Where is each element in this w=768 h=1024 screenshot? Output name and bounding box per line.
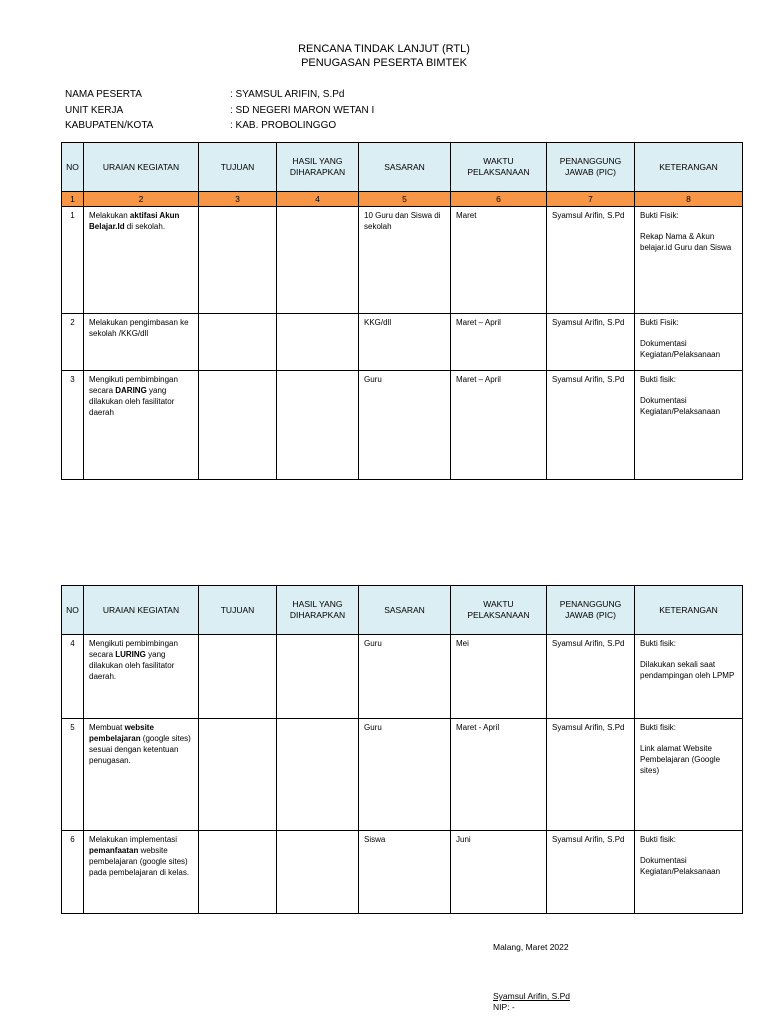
row-waktu: Maret – April <box>451 371 547 480</box>
ket-detail: Dilakukan sekali saat pendampingan oleh LPMP <box>640 660 735 680</box>
col-number: 5 <box>359 192 451 207</box>
row-uraian <box>84 831 199 914</box>
row-no: 3 <box>62 371 84 480</box>
uraian-text: yang dilakukan oleh fasilitator daerah. <box>89 650 175 681</box>
row-sasaran: KKG/dll <box>359 314 451 371</box>
row-pic: Syamsul Arifin, S.Pd <box>547 314 635 371</box>
uraian-text: Melakukan pengimbasan ke sekolah /KKG/dll <box>89 318 189 338</box>
header-hasil <box>277 143 359 192</box>
row-keterangan <box>635 207 743 314</box>
row-pic: Syamsul Arifin, S.Pd <box>547 831 635 914</box>
signature-name: Syamsul Arifin, S.Pd <box>493 991 571 1001</box>
col-number: 7 <box>547 192 635 207</box>
ket-detail: Dokumentasi Kegiatan/Pelaksanaan <box>640 396 721 416</box>
uraian-bold: aktifasi Akun Belajar.Id <box>89 211 180 231</box>
header-waktu-line2: PELAKSANAAN <box>467 167 530 177</box>
uraian-bold: pemanfaatan <box>89 846 139 855</box>
row-uraian <box>84 635 199 719</box>
row-sasaran: Guru <box>359 635 451 719</box>
row-uraian <box>84 719 199 831</box>
uraian-text: (google sites) sesuai dengan ketentuan penugasan. <box>89 734 191 765</box>
uraian-text: yang dilakukan oleh fasilitator daerah <box>89 386 175 417</box>
uraian-bold: LURING <box>115 650 146 659</box>
ket-label: Bukti fisik: <box>640 375 677 384</box>
header-hasil-line2: DIHARAPKAN <box>289 610 346 620</box>
row-tujuan <box>199 371 277 480</box>
header-sasaran: SASARAN <box>359 143 451 192</box>
uraian-text: Melakukan implementasi <box>89 835 178 844</box>
row-pic: Syamsul Arifin, S.Pd <box>547 371 635 480</box>
header-tujuan: TUJUAN <box>199 143 277 192</box>
header-no: NO <box>62 586 84 635</box>
header-pic <box>547 586 635 635</box>
document-title: RENCANA TINDAK LANJUT (RTL) <box>298 43 470 55</box>
row-keterangan <box>635 719 743 831</box>
document-subtitle: PENUGASAN PESERTA BIMTEK <box>301 57 467 69</box>
row-tujuan <box>199 207 277 314</box>
ket-label: Bukti Fisik: <box>640 211 679 220</box>
uraian-text: Mengikuti pembimbingan secara <box>89 639 178 659</box>
table-row <box>62 635 743 719</box>
row-uraian <box>84 314 199 371</box>
info-row-unit <box>65 103 374 119</box>
header-hasil <box>277 586 359 635</box>
row-pic: Syamsul Arifin, S.Pd <box>547 207 635 314</box>
header-pic-line1: PENANGGUNG <box>559 599 622 609</box>
header-uraian: URAIAN KEGIATAN <box>84 143 199 192</box>
row-no: 2 <box>62 314 84 371</box>
col-number: 6 <box>451 192 547 207</box>
rtl-table-2 <box>61 585 743 914</box>
row-tujuan <box>199 314 277 371</box>
ket-detail: Dokumentasi Kegiatan/Pelaksanaan <box>640 856 721 876</box>
info-row-kabupaten <box>65 118 374 134</box>
header-hasil-line2: DIHARAPKAN <box>289 167 346 177</box>
row-uraian <box>84 207 199 314</box>
uraian-text: Membuat <box>89 723 125 732</box>
header-waktu <box>451 586 547 635</box>
uraian-text: Melakukan <box>89 211 130 220</box>
info-row-nama <box>65 87 374 103</box>
col-number: 4 <box>277 192 359 207</box>
row-keterangan <box>635 371 743 480</box>
header-keterangan: KETERANGAN <box>635 586 743 635</box>
col-number: 3 <box>199 192 277 207</box>
row-hasil <box>277 314 359 371</box>
row-no: 4 <box>62 635 84 719</box>
header-pic <box>547 143 635 192</box>
row-hasil <box>277 831 359 914</box>
uraian-bold: DARING <box>115 386 147 395</box>
signature-nip: NIP: - <box>493 1002 515 1012</box>
header-pic-line2: JAWAB (PIC) <box>565 167 616 177</box>
column-number-row <box>62 192 743 207</box>
info-label: KABUPATEN/KOTA <box>65 120 154 131</box>
row-waktu: Maret <box>451 207 547 314</box>
header-waktu <box>451 143 547 192</box>
row-sasaran: 10 Guru dan Siswa di sekolah <box>359 207 451 314</box>
info-label: UNIT KERJA <box>65 104 124 116</box>
row-no: 1 <box>62 207 84 314</box>
uraian-bold: website pembelajaran <box>89 723 154 743</box>
ket-label: Bukti fisik: <box>640 639 677 648</box>
header-hasil-line1: HASIL YANG <box>292 156 343 166</box>
row-waktu: Maret - April <box>451 719 547 831</box>
row-sasaran: Guru <box>359 371 451 480</box>
header-uraian: URAIAN KEGIATAN <box>84 586 199 635</box>
header-waktu-line2: PELAKSANAAN <box>467 610 530 620</box>
ket-detail: Dokumentasi Kegiatan/Pelaksanaan <box>640 339 721 359</box>
row-waktu: Maret – April <box>451 314 547 371</box>
info-label: NAMA PESERTA <box>65 89 142 100</box>
table-row <box>62 831 743 914</box>
header-waktu-line1: WAKTU <box>483 599 514 609</box>
info-value: : SD NEGERI MARON WETAN I <box>230 104 375 116</box>
row-waktu: Juni <box>451 831 547 914</box>
header-keterangan: KETERANGAN <box>635 143 743 192</box>
row-keterangan <box>635 831 743 914</box>
table-header-row <box>62 143 743 192</box>
uraian-text: website pembelajaran (google sites) pada pembelajaran di kelas. <box>89 846 190 877</box>
header-no: NO <box>62 143 84 192</box>
row-no: 5 <box>62 719 84 831</box>
row-sasaran: Siswa <box>359 831 451 914</box>
signature-place-date: Malang, Maret 2022 <box>493 942 569 952</box>
rtl-table-1 <box>61 142 743 480</box>
header-pic-line2: JAWAB (PIC) <box>565 610 616 620</box>
col-number: 1 <box>62 192 84 207</box>
ket-label: Bukti fisik: <box>640 723 677 732</box>
ket-label: Bukti Fisik: <box>640 318 679 327</box>
row-waktu: Mei <box>451 635 547 719</box>
row-tujuan <box>199 831 277 914</box>
row-hasil <box>277 207 359 314</box>
header-hasil-line1: HASIL YANG <box>292 599 343 609</box>
uraian-text: Mengikuti pembimbingan secara <box>89 375 178 395</box>
row-keterangan <box>635 635 743 719</box>
header-tujuan: TUJUAN <box>199 586 277 635</box>
col-number: 2 <box>84 192 199 207</box>
ket-detail: Rekap Nama & Akun belajar.id Guru dan Siswa <box>640 232 732 252</box>
participant-info <box>65 87 374 134</box>
header-sasaran: SASARAN <box>359 586 451 635</box>
row-hasil <box>277 719 359 831</box>
header-pic-line1: PENANGGUNG <box>559 156 622 166</box>
ket-label: Bukti fisik: <box>640 835 677 844</box>
table-row <box>62 719 743 831</box>
header-waktu-line1: WAKTU <box>483 156 514 166</box>
row-hasil <box>277 635 359 719</box>
table-row <box>62 371 743 480</box>
row-keterangan <box>635 314 743 371</box>
row-pic: Syamsul Arifin, S.Pd <box>547 635 635 719</box>
ket-detail: Link alamat Website Pembelajaran (Google sites) <box>640 744 721 775</box>
table-row <box>62 314 743 371</box>
row-no: 6 <box>62 831 84 914</box>
row-pic: Syamsul Arifin, S.Pd <box>547 719 635 831</box>
table-header-row <box>62 586 743 635</box>
uraian-text: di sekolah. <box>124 222 166 231</box>
row-tujuan <box>199 719 277 831</box>
row-sasaran: Guru <box>359 719 451 831</box>
row-hasil <box>277 371 359 480</box>
info-value: : SYAMSUL ARIFIN, S.Pd <box>230 89 345 100</box>
row-uraian <box>84 371 199 480</box>
row-tujuan <box>199 635 277 719</box>
info-value: : KAB. PROBOLINGGO <box>230 120 337 131</box>
col-number: 8 <box>635 192 743 207</box>
table-row <box>62 207 743 314</box>
